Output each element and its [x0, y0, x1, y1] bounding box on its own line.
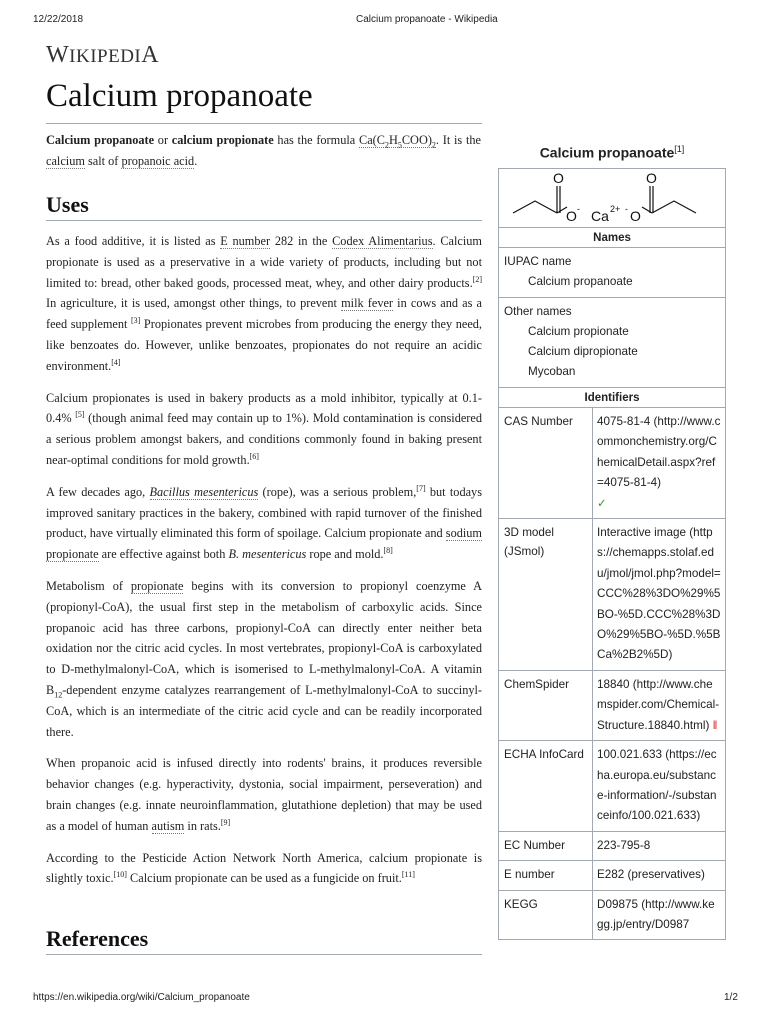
structure-image[interactable]: [499, 169, 725, 228]
ref-9[interactable]: [9]: [220, 817, 231, 827]
other-name: Calcium dipropionate: [528, 345, 638, 358]
intro-paragraph: Calcium propanoate or calcium propionate has the formula $Ca(C_2H_5COO)_2$. It is the calcium salt of propanoic acid.: [46, 133, 481, 168]
identifier-row-ec-number: EC Number 223-795-8: [499, 832, 725, 861]
uses-paragraph-1: As a food additive, it is listed as E number 282 in the Codex Alimentarius. Calcium propionate is used as a preservative in a wide variety of products, including but not limited to: bread, other baked goods, processed meat, whey, and other dairy products.[2] In agriculture, it is used, amongst other things, to prevent milk fever in cows and as a feed supplement [3] Propionates prevent microbes from producing the energy they need, like benzoates do. However, unlike benzoates, propionates do not require an acidic environment.[4]: [46, 234, 482, 373]
identifier-row-chemspider: ChemSpider 18840 (http://www.chemspider.com/Chemical-Structure.18840.html) ‖: [499, 671, 725, 741]
iupac-name-block: IUPAC name Calcium propanoate: [499, 248, 725, 298]
unverified-mark-icon: ‖: [712, 718, 718, 732]
svg-text:-: -: [625, 204, 628, 214]
ref-1[interactable]: [1]: [674, 144, 685, 154]
milk-fever-link[interactable]: milk fever: [341, 296, 394, 311]
uses-paragraph-5: When propanoic acid is infused directly into rodents' brains, it produces reversible behavior changes (e.g. hyperactivity, dystonia, social impairment, perseveration) and brain changes (e.g. innate neuroinflammation, glutathione depletion) that may be used as a model of human autism in rats.[9]: [46, 756, 482, 833]
kegg-link[interactable]: D09875 (http://www.kegg.jp/entry/D0987: [597, 897, 715, 931]
jsmol-link[interactable]: Interactive image (https://chemapps.stolaf.edu/jmol/jmol.php?model=CCC%28%3DO%29%5BO-%5D.CCC%28%3DO%29%5BO-%5D.%5BCa%2B2%5D): [597, 526, 721, 662]
autism-link[interactable]: autism: [151, 818, 185, 833]
uses-body: [46, 231, 482, 900]
anion-oxygen-2: O: [630, 208, 641, 224]
wikipedia-logo[interactable]: WIKIPEDIA: [46, 42, 160, 68]
ref-11[interactable]: [11]: [401, 870, 415, 880]
print-date: 12/22/2018: [33, 14, 84, 25]
names-section-header: Names: [499, 228, 725, 248]
identifier-row-echa: ECHA InfoCard 100.021.633 (https://echa.europa.eu/substance-information/-/substanceinfo/100.021.633): [499, 741, 725, 832]
title-divider: [46, 123, 482, 124]
e-number-value-link[interactable]: E282 (preservatives): [597, 868, 705, 882]
identifier-row-3d-model: 3D model (JSmol) Interactive image (https://chemapps.stolaf.edu/jmol/jmol.php?model=CCC%28%3DO%29%5BO-%5D.CCC%28%3DO%29%5BO-%5D.%5BCa%2B2%5D): [499, 519, 725, 671]
page-title: Calcium propanoate: [46, 78, 313, 114]
uses-paragraph-6: According to the Pesticide Action Network North America, calcium propionate is slightly toxic.[10] Calcium propionate can be used as a fungicide on fruit.[11]: [46, 850, 482, 886]
propanoic-acid-link[interactable]: propanoic acid: [121, 153, 195, 168]
uses-paragraph-3: A few decades ago, Bacillus mesentericus (rope), was a serious problem,[7] but todays improved sanitary practices in the bakery, combined with rapid turnover of the finished product, have virtually eliminated this form of spoilage. Calcium propionate and sodium propionate are effective against both B. mesentericus rope and mold.[8]: [46, 483, 482, 562]
ref-2[interactable]: [2]: [472, 274, 482, 284]
calcium-ion: Ca: [591, 208, 609, 224]
formula-link[interactable]: $Ca(C_2H_5COO)_2$: [359, 133, 436, 150]
chemspider-link[interactable]: 18840 (http://www.chemspider.com/Chemical-Structure.18840.html): [597, 677, 720, 732]
sodium-propionate-link[interactable]: sodium propionate: [46, 526, 482, 562]
propionate-link[interactable]: propionate: [130, 578, 184, 593]
ref-6[interactable]: [6]: [249, 451, 259, 461]
structure-diagram: [499, 169, 725, 227]
print-url: https://en.wikipedia.org/wiki/Calcium_propanoate: [33, 992, 250, 1003]
other-name: Mycoban: [528, 365, 576, 378]
other-names-block: Other names Calcium propionate Calcium dipropionate Mycoban: [499, 298, 725, 388]
carbonyl-oxygen-2: O: [646, 170, 657, 186]
svg-text:2+: 2+: [610, 204, 621, 214]
e-number-link[interactable]: E number: [220, 234, 271, 248]
identifier-row-cas: CAS Number 4075-81-4 (http://www.commonchemistry.org/ChemicalDetail.aspx?ref=4075-81-4) ✓: [499, 408, 725, 519]
ref-4[interactable]: [4]: [111, 357, 121, 367]
infobox-caption: Calcium propanoate[1]: [539, 144, 685, 161]
ref-3[interactable]: [3]: [131, 316, 141, 326]
identifier-row-kegg: KEGG D09875 (http://www.kegg.jp/entry/D0987: [499, 891, 725, 940]
print-doc-title: Calcium propanoate - Wikipedia: [356, 14, 498, 25]
calcium-link[interactable]: calcium: [46, 153, 85, 168]
carbonyl-oxygen-1: O: [553, 170, 564, 186]
print-page-number: 1/2: [724, 992, 738, 1003]
svg-text:-: -: [577, 204, 580, 214]
ref-5[interactable]: [5]: [75, 410, 85, 420]
ref-7[interactable]: [7]: [416, 483, 426, 493]
cas-link[interactable]: 4075-81-4 (http://www.commonchemistry.org/ChemicalDetail.aspx?ref=4075-81-4): [597, 415, 721, 490]
ref-8[interactable]: [8]: [383, 546, 393, 556]
codex-link[interactable]: Codex Alimentarius: [332, 234, 433, 248]
identifier-row-e-number: E number E282 (preservatives): [499, 861, 725, 890]
anion-oxygen-1: O: [566, 208, 577, 224]
bacillus-link[interactable]: Bacillus mesentericus: [149, 484, 259, 499]
uses-paragraph-2: Calcium propionates is used in bakery products as a mold inhibitor, typically at 0.1-0.4% [5] (though animal feed may contain up to 1%). Mold contamination is considered a serious problem amongst bakers, and conditions commonly found in baking present near-optimal conditions for mold growth.[6]: [46, 390, 482, 467]
infobox: [498, 168, 726, 940]
references-heading: References: [46, 926, 482, 955]
other-name: Calcium propionate: [528, 325, 629, 338]
uses-heading: Uses: [46, 192, 482, 221]
uses-paragraph-4: Metabolism of propionate begins with its conversion to propionyl coenzyme A (propionyl-CoA), the usual first step in the metabolism of carboxylic acids. Since propanoic acid has three carbons, propionyl-CoA can directly enter neither beta oxidation nor the citric acid cycles. In most vertebrates, propionyl-CoA is carboxylated to D-methylmalonyl-CoA, which is isomerised to L-methylmalonyl-CoA. A vitamin $B_{12}$-dependent enzyme catalyzes rearrangement of L-methylmalonyl-CoA to succinyl-CoA, which is an intermediate of the citric acid cycle and can be readily incorporated there.: [46, 578, 483, 739]
echa-link[interactable]: 100.021.633 (https://echa.europa.eu/substance-information/-/substanceinfo/100.021.633): [597, 748, 717, 823]
identifiers-section-header: Identifiers: [499, 388, 725, 408]
verified-check-icon: ✓: [597, 496, 607, 510]
ref-10[interactable]: [10]: [113, 870, 127, 880]
